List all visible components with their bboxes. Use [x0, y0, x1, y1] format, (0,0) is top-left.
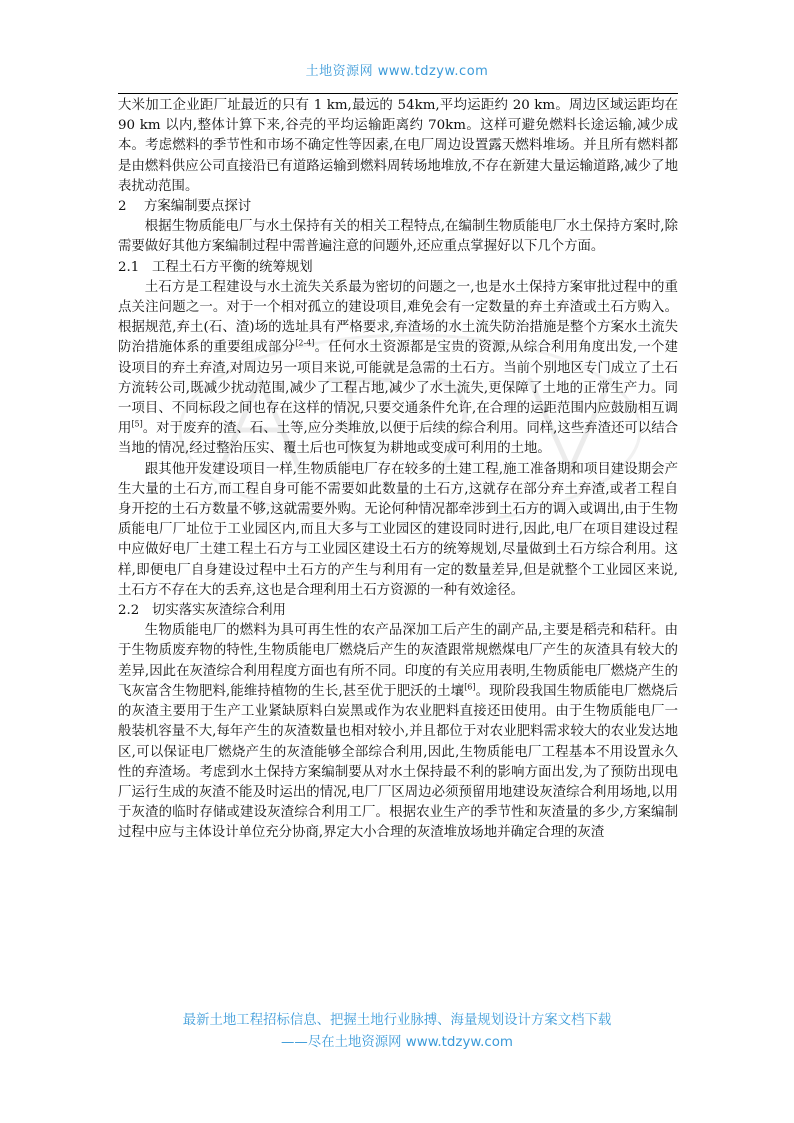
section-title: 切实落实灰渣综合利用	[152, 603, 286, 619]
citation-ref[interactable]: [2-4]	[295, 338, 315, 348]
paragraph-text: 。任何水土资源都是宝贵的资源,从综合利用角度出发,一个建设项目的弃土弃渣,对周边另一项目来说,可能就是急需的土石方。当前个别地区专门成立了土石方流转公司,既减少扰动范围,减少了工程占地,减少了水土流失,更保障了土地的正常生产力。同一项目、不同标段之间也存在这样的情况,只要交通条件允许,在合理的运距范围内应鼓励相互调用	[118, 340, 679, 437]
footer-link[interactable]: ——尽在土地资源网 www.tdzyw.com	[281, 1035, 513, 1050]
paragraph-industrial-park: 跟其他开发建设项目一样,生物质能电厂存在较多的土建工程,施工准备期和项目建设期会产生大量的土石方,而工程自身可能不需要如此数量的土石方,这就存在部分弃土弃渣,或者工程自身开挖的土石方数量不够,这就需要外购。无论何种情况都牵涉到土石方的调入或调出,由于生物质能电厂厂址位于工业园区内,而且大多与工业园区的建设同时进行,因此,电厂在项目建设过程中应做好电厂土建工程土石方与工业园区建设土石方的统筹规划,尽量做到土石方综合利用。这样,即便电厂自身建设过程中土石方的产生与利用有一定的数量差异,但是就整个工业园区来说,土石方不存在大的丢弃,这也是合理利用土石方资源的一种有效途径。	[118, 461, 678, 598]
site-footer	[0, 1010, 794, 1054]
section-heading-2-2	[118, 601, 678, 621]
article-body	[118, 96, 678, 844]
citation-ref[interactable]: [6]	[464, 682, 476, 692]
section-number: 2.1	[118, 259, 140, 275]
paragraph-text: 生物质能电厂的燃料为具可再生性的农产品深加工后产生的副产品,主要是稻壳和秸秆。由于生物质废弃物的特性,生物质能电厂燃烧后产生的灰渣跟常规燃煤电厂产生的灰渣具有较大的差异,因此在灰渣综合利用程度方面也有所不同。印度的有关应用表明,生物质能电厂燃烧产生的飞灰富含生物肥料,能维持植物的生长,甚至优于肥沃的土壤	[118, 623, 678, 699]
section-title: 方案编制要点探讨	[144, 199, 252, 215]
section-number: 2.2	[118, 603, 140, 619]
section-number: 2	[118, 199, 127, 215]
footer-slogan[interactable]: 最新土地工程招标信息、把握土地行业脉搏、海量规划设计方案文档下载	[182, 1013, 612, 1028]
section-title: 工程土石方平衡的统筹规划	[152, 259, 313, 275]
header-divider	[118, 93, 678, 94]
paragraph-earthwork	[118, 278, 678, 460]
paragraph-text: 土石方是工程建设与水土流失关系最为密切的问题之一,也是水土保持方案审批过程中的重点关注问题之一。对于一个相对孤立的建设项目,难免会有一定数量的弃土弃渣或土石方购入。根据规范,弃土(石、渣)场的选址具有严格要求,弃渣场的水土流失防治措施是整个方案水土流失防治措施体系的重要组成部分	[118, 279, 678, 356]
paragraph-text: 。对于废弃的渣、石、土等,应分类堆放,以便于后续的综合利用。同样,这些弃渣还可以结合当地的情况,经过整治压实、覆土后也可恢复为耕地或变成可利用的土地。	[118, 421, 678, 457]
section-heading-2	[118, 197, 678, 217]
paragraph-text: 。现阶段我国生物质能电厂燃烧后的灰渣主要用于生产工业紧缺原料白炭黑或作为农业肥料直接还田使用。由于生物质能电厂一般装机容量不大,每年产生的灰渣数量也相对较小,并且都位于对农业肥料需求较大的农业发达地区,可以保证电厂燃烧产生的灰渣能够全部综合利用,因此,生物质能电厂工程基本不用设置永久性的弃渣场。考虑到水土保持方案编制要从对水土保持最不利的影响方面出发,为了预防出现电厂运行生成的灰渣不能及时运出的情况,电厂厂区周边必须预留用地建设灰渣综合利用场地,以用于灰渣的临时存储或建设灰渣综合利用工厂。根据农业生产的季节性和灰渣量的多少,方案编制过程中应与主体设计单位充分协商,界定大小合理的灰渣堆放场地并确定合理的灰渣	[118, 683, 679, 841]
paragraph-intro: 根据生物质能电厂与水土保持有关的相关工程特点,在编制生物质能电厂水土保持方案时,除需要做好其他方案编制过程中需普遍注意的问题外,还应重点掌握好以下几个方面。	[118, 219, 678, 255]
site-header[interactable]: 土地资源网 www.tdzyw.com	[305, 64, 489, 79]
paragraph-ash-utilization	[118, 621, 678, 843]
section-heading-2-1	[118, 258, 678, 278]
citation-ref[interactable]: [5]	[131, 419, 143, 429]
paragraph-fuel-transport: 大米加工企业距厂址最近的只有 1 km,最远的 54km,平均运距约 20 km。周边区域运距均在 90 km 以内,整体计算下来,谷壳的平均运输距离约 70km。这样可避免燃料长途运输,减少成本。考虑燃料的季节性和市场不确定性等因素,在电厂周边设置露天燃料堆场。并且所有燃料都是由燃料供应公司直接沿已有道路运输到燃料周转场地堆放,不存在新建大量运输道路,减少了地表扰动范围。	[118, 98, 678, 194]
